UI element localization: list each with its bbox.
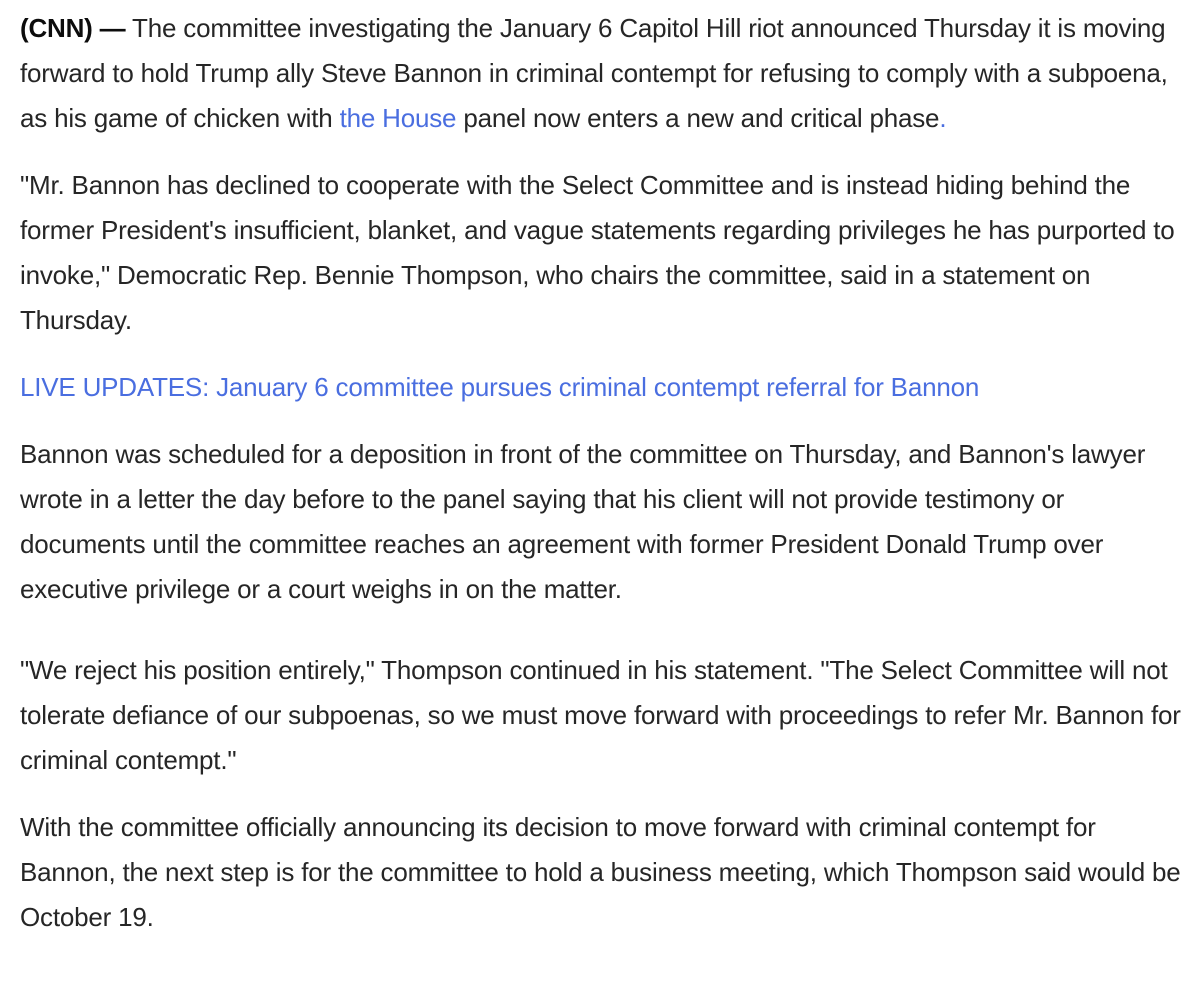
- paragraph-4: "We reject his position entirely," Thompson continued in his statement. "The Select Committee will not tolerate defiance of our subpoenas, so we must move forward with proceedings to refer Mr. Bannon for criminal contempt.": [20, 655, 1181, 775]
- paragraph-1-text-b: panel now enters a new and critical phase: [456, 103, 940, 133]
- live-updates-link[interactable]: LIVE UPDATES: January 6 committee pursues criminal contempt referral for Bannon: [20, 372, 980, 402]
- live-updates-paragraph: [20, 365, 1186, 410]
- paragraph-1: [20, 6, 1186, 141]
- paragraph-3: Bannon was scheduled for a deposition in front of the committee on Thursday, and Bannon's lawyer wrote in a letter the day before to the panel saying that his client will not provide testimony or documents until the committee reaches an agreement with former President Donald Trump over executive privilege or a court weighs in on the matter.: [20, 439, 1146, 604]
- dateline: (CNN) —: [20, 13, 126, 43]
- paragraph-5: With the committee officially announcing its decision to move forward with criminal contempt for Bannon, the next step is for the committee to hold a business meeting, which Thompson said would be October 19.: [20, 812, 1181, 932]
- trailing-period-link[interactable]: .: [939, 103, 947, 133]
- the-house-link[interactable]: the House: [339, 103, 457, 133]
- paragraph-2: "Mr. Bannon has declined to cooperate with the Select Committee and is instead hiding behind the former President's insufficient, blanket, and vague statements regarding privileges he has purported to invoke," Democratic Rep. Bennie Thompson, who chairs the committee, said in a statement on Thursday.: [20, 170, 1175, 335]
- paragraph-1-text-a: The committee investigating the January 6 Capitol Hill riot announced Thursday it is moving forward to hold Trump ally Steve Bannon in criminal contempt for refusing to comply with a subpoena, as his game of chicken with: [20, 13, 1168, 133]
